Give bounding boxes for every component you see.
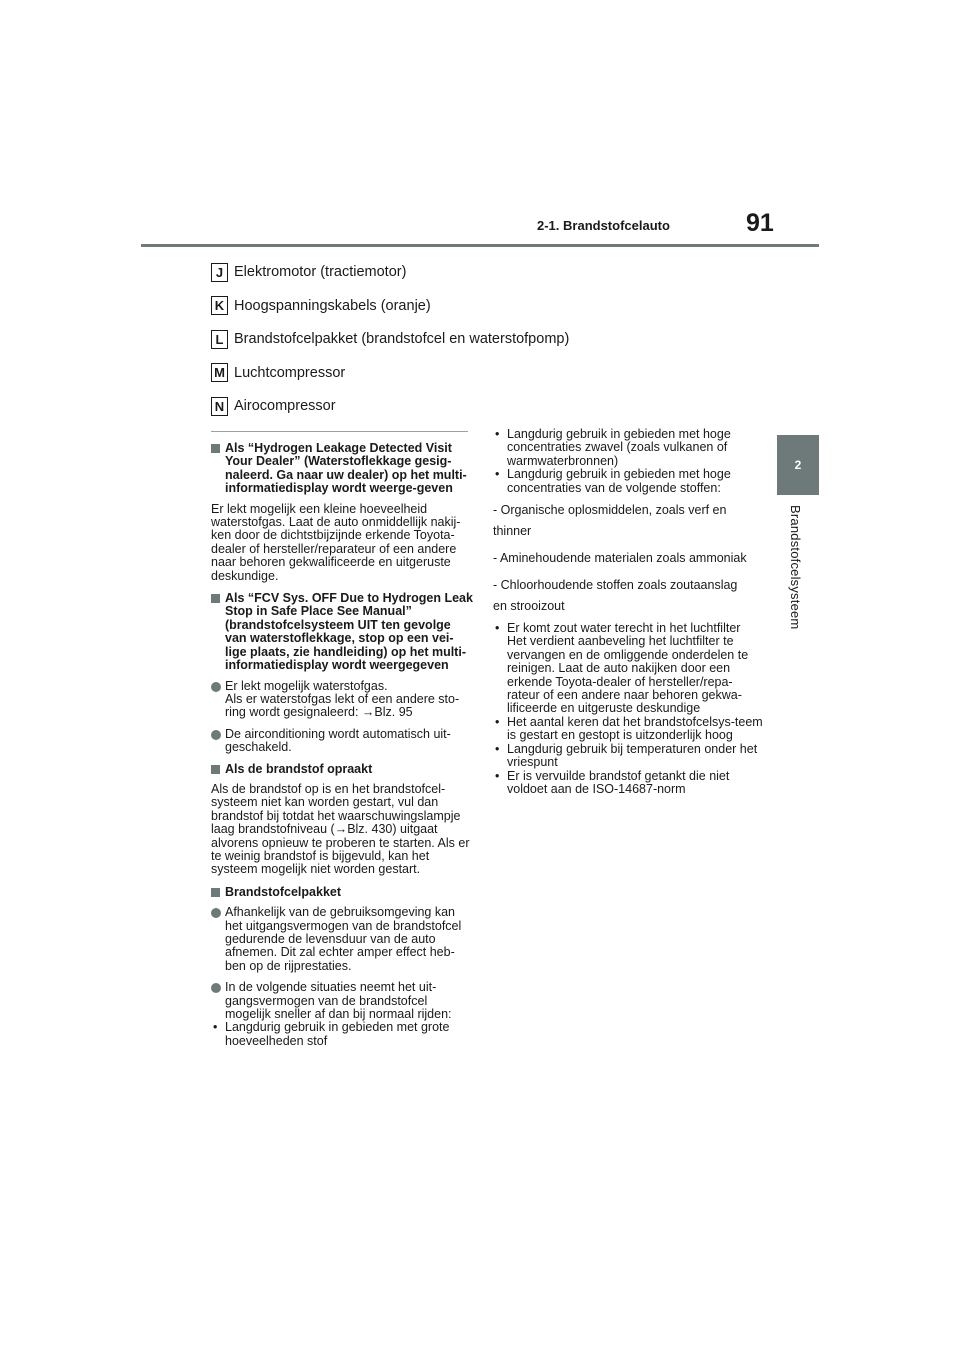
dash-line: - Organische oplosmiddelen, zoals verf en [493,503,727,518]
heading-fuel-cell-pack [211,886,473,899]
legend-item-m [211,363,569,383]
square-bullet-icon [211,888,220,897]
dot-bullet-icon [211,730,221,740]
component-legend [211,262,569,430]
heading-text: Brandstofcelpakket [225,884,342,899]
bullet-mark: • [495,621,500,636]
dot-bullet-icon [211,682,221,692]
bullet-item [493,468,763,495]
section-title: 2-1. Brandstofcelauto [537,218,670,233]
bullet-text: Er komt zout water terecht in het luchtfilter Het verdient aanbeveling het luchtfilter te vervangen en de omliggende onderdelen te reinigen. Laat de auto nakijken door een erkende Toyota-dealer of hersteller/repa-rateur of een andere naar behoren gekwa-lificeerde en uitgeruste deskundige [507,621,749,716]
bullet-mark: • [495,714,500,729]
dash-line: thinner [493,524,532,539]
dot-text: In de volgende situaties neemt het uit-gangsvermogen van de brandstofcel mogelijk sneller af dan bij normaal rijden: [225,980,452,1022]
bullet-mark: • [213,1020,218,1035]
square-bullet-icon [211,594,220,603]
heading-hydrogen-leak [211,442,473,496]
legend-text: Airocompressor [234,398,336,414]
chapter-label: Brandstofcelsysteem [788,505,803,630]
legend-item-l [211,329,569,349]
heading-text: Als “FCV Sys. OFF Due to Hydrogen Leak Stop in Safe Place See Manual” (brandstofcelsysteem UIT ten gevolge van waterstoflekkage, stop op een vei-lige plaats, zie handleiding) op het multi-informatiedisplay wordt weergegeven [225,591,473,673]
bullet-text: Langdurig gebruik in gebieden met hoge concentraties van de volgende stoffen: [507,467,731,495]
heading-fcv-off [211,592,473,672]
legend-item-j [211,262,569,282]
header-rule [141,244,819,247]
bullet-mark: • [495,741,500,756]
legend-text: Hoogspanningskabels (oranje) [234,297,431,314]
bullet-text: Er is vervuilde brandstof getankt die niet voldoet aan de ISO-14687-norm [507,768,730,796]
bullet-item [493,770,763,797]
paragraph: Er lekt mogelijk een kleine hoeveelheid waterstofgas. Laat de auto onmiddellijk nakij-ken door de dichtstbijzijnde erkende Toyota-dealer of hersteller/reparateur of een andere naar behoren gekwalificeerde en uitgeruste deskundige. [211,501,461,583]
dash-line: - Aminehoudende materialen zoals ammoniak [493,551,747,566]
dot-text: Afhankelijk van de gebruiksomgeving kan het uitgangsvermogen van de brandstofcel gedurende de levensduur van de auto afnemen. Dit zal echter amper effect heb-ben op de rijprestaties. [225,905,462,973]
square-bullet-icon [211,444,220,453]
bullet-item [493,428,763,468]
legend-item-k [211,296,569,316]
dot-item [211,728,473,755]
dot-text: Er lekt mogelijk waterstofgas. [225,678,388,693]
bullet-item [493,622,763,716]
dot-text: De airconditioning wordt automatisch uit-geschakeld. [225,726,451,755]
bullet-mark: • [495,427,500,441]
dot-bullet-icon [211,983,221,993]
dot-item [211,680,473,720]
bullet-item [493,716,763,743]
letter-box-icon: K [211,296,228,315]
bullet-text: Langdurig gebruik bij temperaturen onder het vriespunt [507,741,758,770]
section-divider [211,431,468,432]
chapter-tab [777,435,819,495]
legend-text: Elektromotor (tractiemotor) [234,264,407,280]
dash-line: - Chloorhoudende stoffen zoals zoutaanslag [493,578,738,593]
heading-text: Als “Hydrogen Leakage Detected Visit Your Dealer” (Waterstoflekkage gesig-naleerd. Ga naar uw dealer) op het multi-informatiedisplay wordt weerge-geven [225,441,467,496]
square-bullet-icon [211,765,220,774]
page-number: 91 [746,209,774,237]
heading-text: Als de brandstof opraakt [225,761,373,776]
legend-text: Luchtcompressor [234,364,346,381]
paragraph: Als de brandstof op is en het brandstofcel-systeem niet kan worden gestart, vul dan brandstof bij totdat het waarschuwingslampje laag brandstofniveau (→Blz. 430) uitgaat alvorens opnieuw te proberen te starten. Als er te weinig brandstof is bijgevuld, kan het systeem mogelijk niet worden gestart. [211,781,470,877]
right-column [493,428,763,796]
bullet-text: Langdurig gebruik in gebieden met hoge concentraties zwavel (zoals vulkanen of warmwaterbronnen) [507,427,731,468]
bullet-text: Langdurig gebruik in gebieden met grote hoeveelheden stof [225,1020,450,1048]
dot-text: Als er waterstofgas lekt of een andere sto-ring wordt gesignaleerd: →Blz. 95 [225,691,460,720]
legend-text: Brandstofcelpakket (brandstofcel en waterstofpomp) [234,331,570,347]
dot-item [211,906,473,973]
bullet-mark: • [495,467,500,482]
letter-box-icon: N [211,397,228,416]
heading-fuel-empty [211,763,473,776]
letter-box-icon: M [211,363,228,382]
bullet-mark: • [495,768,500,783]
letter-box-icon: L [211,330,228,349]
dot-bullet-icon [211,908,221,918]
bullet-item [493,743,763,770]
legend-item-n [211,396,569,416]
dot-item [211,981,473,1021]
left-column [211,442,473,1048]
letter-box-icon: J [211,263,228,282]
dash-line: en strooizout [493,599,565,614]
bullet-item [211,1021,473,1048]
bullet-text: Het aantal keren dat het brandstofcelsys-teem is gestart en gestopt is uitzonderlijk hoog [507,714,763,743]
chapter-number: 2 [794,458,802,472]
